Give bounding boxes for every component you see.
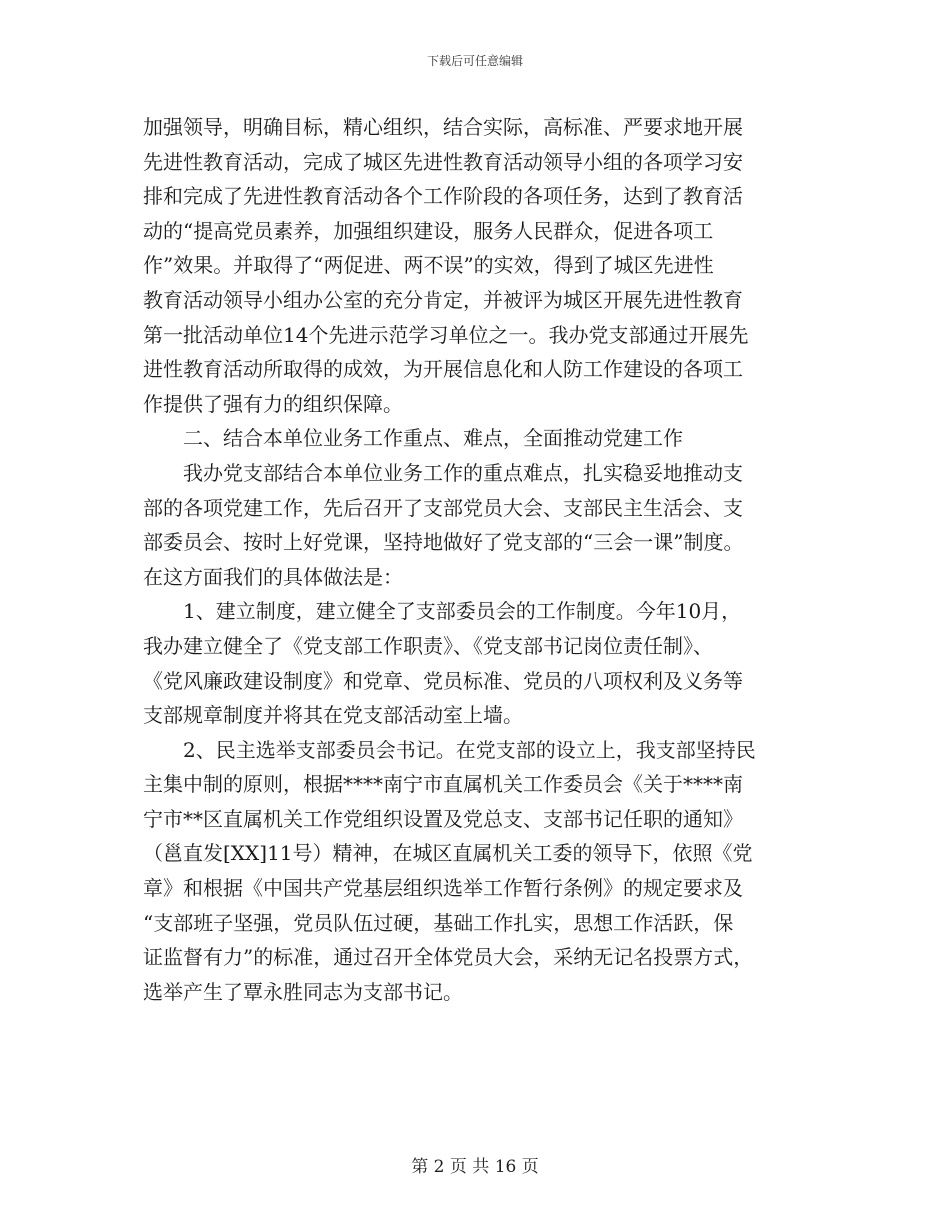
header-note: 下载后可任意编辑: [426, 54, 523, 68]
text-line: 宁市**区直属机关工作党组织设置及党总支、支部书记任职的通知》: [143, 806, 743, 831]
text-line: 进性教育活动所取得的成效，为开展信息化和人防工作建设的各项工: [143, 357, 743, 382]
text-line: 第一批活动单位14个先进示范学习单位之一。我办党支部通过开展先: [143, 322, 749, 347]
text-line: （邕直发[XX]11号）精神，在城区直属机关工委的领导下，依照《党: [143, 841, 753, 866]
page-number: 第 2 页 共 16 页: [411, 1157, 539, 1177]
text-line: 作”效果。并取得了“两促进、两不误”的实效，得到了城区先进性: [143, 253, 714, 278]
text-line: 《党风廉政建设制度》和党章、党员标准、党员的八项权利及义务等: [143, 668, 743, 693]
section-heading: 二、结合本单位业务工作重点、难点，全面推动党建工作: [143, 426, 683, 451]
text-line: 部的各项党建工作，先后召开了支部党员大会、支部民主生活会、支: [143, 495, 743, 520]
text-line: 我办党支部结合本单位业务工作的重点难点，扎实稳妥地推动支: [143, 460, 743, 485]
text-line: 动的“提高党员素养，加强组织建设，服务人民群众，促进各项工: [143, 218, 714, 243]
text-line: 加强领导，明确目标，精心组织，结合实际，高标准、严要求地开展: [143, 115, 743, 139]
text-line: 支部规章制度并将其在党支部活动室上墙。: [143, 703, 523, 728]
text-line: 作提供了强有力的组织保障。: [143, 391, 403, 416]
text-line: 选举产生了覃永胜同志为支部书记。: [143, 979, 463, 1004]
text-line: 部委员会、按时上好党课，坚持地做好了党支部的“三会一课”制度。: [143, 530, 744, 555]
document-body: [143, 110, 810, 1009]
text-line: 证监督有力”的标准，通过召开全体党员大会，采纳无记名投票方式，: [143, 945, 754, 970]
text-line: “支部班子坚强，党员队伍过硬，基础工作扎实，思想工作活跃，保: [143, 910, 734, 935]
text-line: 2、民主选举支部委员会书记。在党支部的设立上，我支部坚持民: [143, 737, 756, 762]
text-line: 主集中制的原则，根据****南宁市直属机关工作委员会《关于****南: [143, 772, 743, 797]
text-line: 先进性教育活动，完成了城区先进性教育活动领导小组的各项学习安: [143, 149, 743, 174]
text-line: 1、建立制度，建立健全了支部委员会的工作制度。今年10月，: [143, 599, 742, 624]
text-line: 章》和根据《中国共产党基层组织选举工作暂行条例》的规定要求及: [143, 876, 743, 901]
text-line: 教育活动领导小组办公室的充分肯定，并被评为城区开展先进性教育: [143, 287, 743, 312]
text-line: 我办建立健全了《党支部工作职责》、《党支部书记岗位责任制》、: [143, 633, 713, 658]
text-line: 在这方面我们的具体做法是：: [143, 564, 403, 589]
text-line: 排和完成了先进性教育活动各个工作阶段的各项任务，达到了教育活: [143, 184, 743, 209]
